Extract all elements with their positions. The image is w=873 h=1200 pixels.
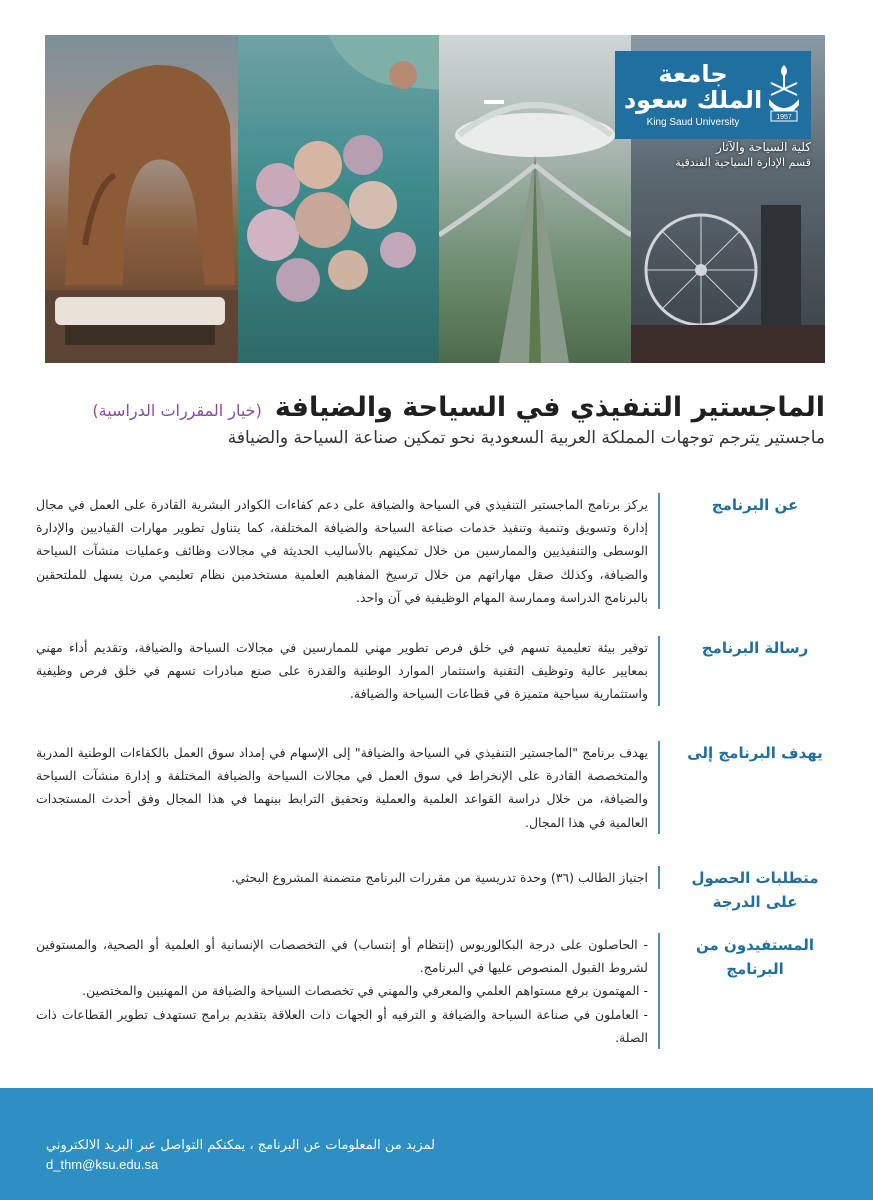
emblem-year: 1957 xyxy=(776,114,792,121)
college-name: كلية السياحة والآثار xyxy=(716,140,811,154)
footer-bar xyxy=(0,1088,873,1200)
section-body: اجتياز الطالب (٣٦) وحدة تدريسية من مقررات البرنامج متضمنة المشروع البحثي. xyxy=(36,866,660,889)
college-block xyxy=(611,139,811,171)
contact-text: لمزيد من المعلومات عن البرنامج ، يمكنكم التواصل عبر البريد الالكتروني xyxy=(46,1138,435,1153)
section-body: توفير بيئة تعليمية تسهم في خلق فرص تطوير مهني للممارسين في مجالات السياحة والضيافة، وتقديم أداء مهني بمعايير عالية وتوظيف التقنية واستثمار الموارد الوطنية والقدرة على صنع مبادرات تسهم في خلق فرص وظيفية واستثمارية سياحية متميزة في قطاعات السياحة والضيافة. xyxy=(36,636,660,706)
section-label: متطلبات الحصول على الدرجة xyxy=(691,869,819,911)
program-option: (خيار المقررات الدراسية) xyxy=(92,401,262,420)
section-label: رسالة البرنامج xyxy=(701,639,809,657)
hero-collage xyxy=(45,35,825,363)
program-title: الماجستير التنفيذي في السياحة والضيافة xyxy=(274,392,825,423)
university-name-en: King Saud University xyxy=(646,117,740,128)
contact-block xyxy=(46,1136,526,1174)
emblem-icon xyxy=(765,61,803,123)
university-logo xyxy=(615,51,811,139)
beneficiary-item: - المهتمون برفع مستواهم العلمي والمعرفي والمهني في تخصصات السياحة والضيافة من المهنيين والمختصين. xyxy=(82,983,648,999)
section-label: المستفيدون من البرنامج xyxy=(696,936,814,978)
beneficiary-item: - الحاصلون على درجة البكالوريوس (إنتظام أو إنتساب) في التخصصات الإنسانية أو العلمية أو الصحية، والمستوفين لشروط القبول المنصوص عليها في البرنامج. xyxy=(36,937,648,976)
section-body: يركز برنامج الماجستير التنفيذي في السياحة والضيافة على دعم كفاءات الكوادر البشرية القادرة على العمل في مجال إدارة وتسويق وتنمية وتنفيذ خدمات صناعة السياحة والضيافة المختلفة، كما يتناول تطوير مهارات القياديين والإدارة الوسطى والتنفيذيين والممارسين من خلال تمكينهم بالأساليب الحديثة في مجالات وظائف وعمليات منشآت السياحة والضيافة، وكذلك صقل مهاراتهم من خلال ترسيخ المفاهيم العلمية مستخدمين نظام تعليمي مرن يسهل للملتحقين بالبرنامج الدراسة وممارسة المهام الوظيفية في آن واحد. xyxy=(36,493,660,609)
page-title xyxy=(45,392,825,423)
beneficiary-item: - العاملون في صناعة السياحة والضيافة و الترفيه أو الجهات ذات العلاقة بتقديم برامج تستهدف تطوير القطاعات ذات الصلة. xyxy=(36,1006,648,1045)
contact-email-link[interactable]: d_thm@ksu.edu.sa xyxy=(46,1157,159,1172)
department-name: قسم الإدارة السياحية الفندقية xyxy=(675,156,811,169)
section-body xyxy=(36,933,660,1049)
program-subtitle: ماجستير يترجم توجهات المملكة العربية السعودية نحو تمكين صناعة السياحة والضيافة xyxy=(227,428,825,448)
section-label: عن البرنامج xyxy=(711,496,799,514)
elephant-rock-photo xyxy=(45,35,238,363)
section-body: يهدف برنامج "الماجستير التنفيذي في السياحة والضيافة" إلى الإسهام في إمداد سوق العمل بالكفاءات الوطنية المدربة والمتخصصة القادرة على الإنخراط في سوق العمل في مجالات السياحة والضيافة المختلفة و إدارة منشآت السياحة والضيافة، من خلال دراسة القواعد العلمية والعملية وتحقيق الترابط بينهما في هذا المجال وفق أحدث المستجدات العالمية في هذا المجال. xyxy=(36,741,660,834)
island-resort-photo xyxy=(238,35,439,363)
university-name-ar: جامعة الملك سعود xyxy=(623,60,763,114)
section-label: يهدف البرنامج إلى xyxy=(687,744,823,762)
airport-aerial-photo xyxy=(439,35,631,363)
